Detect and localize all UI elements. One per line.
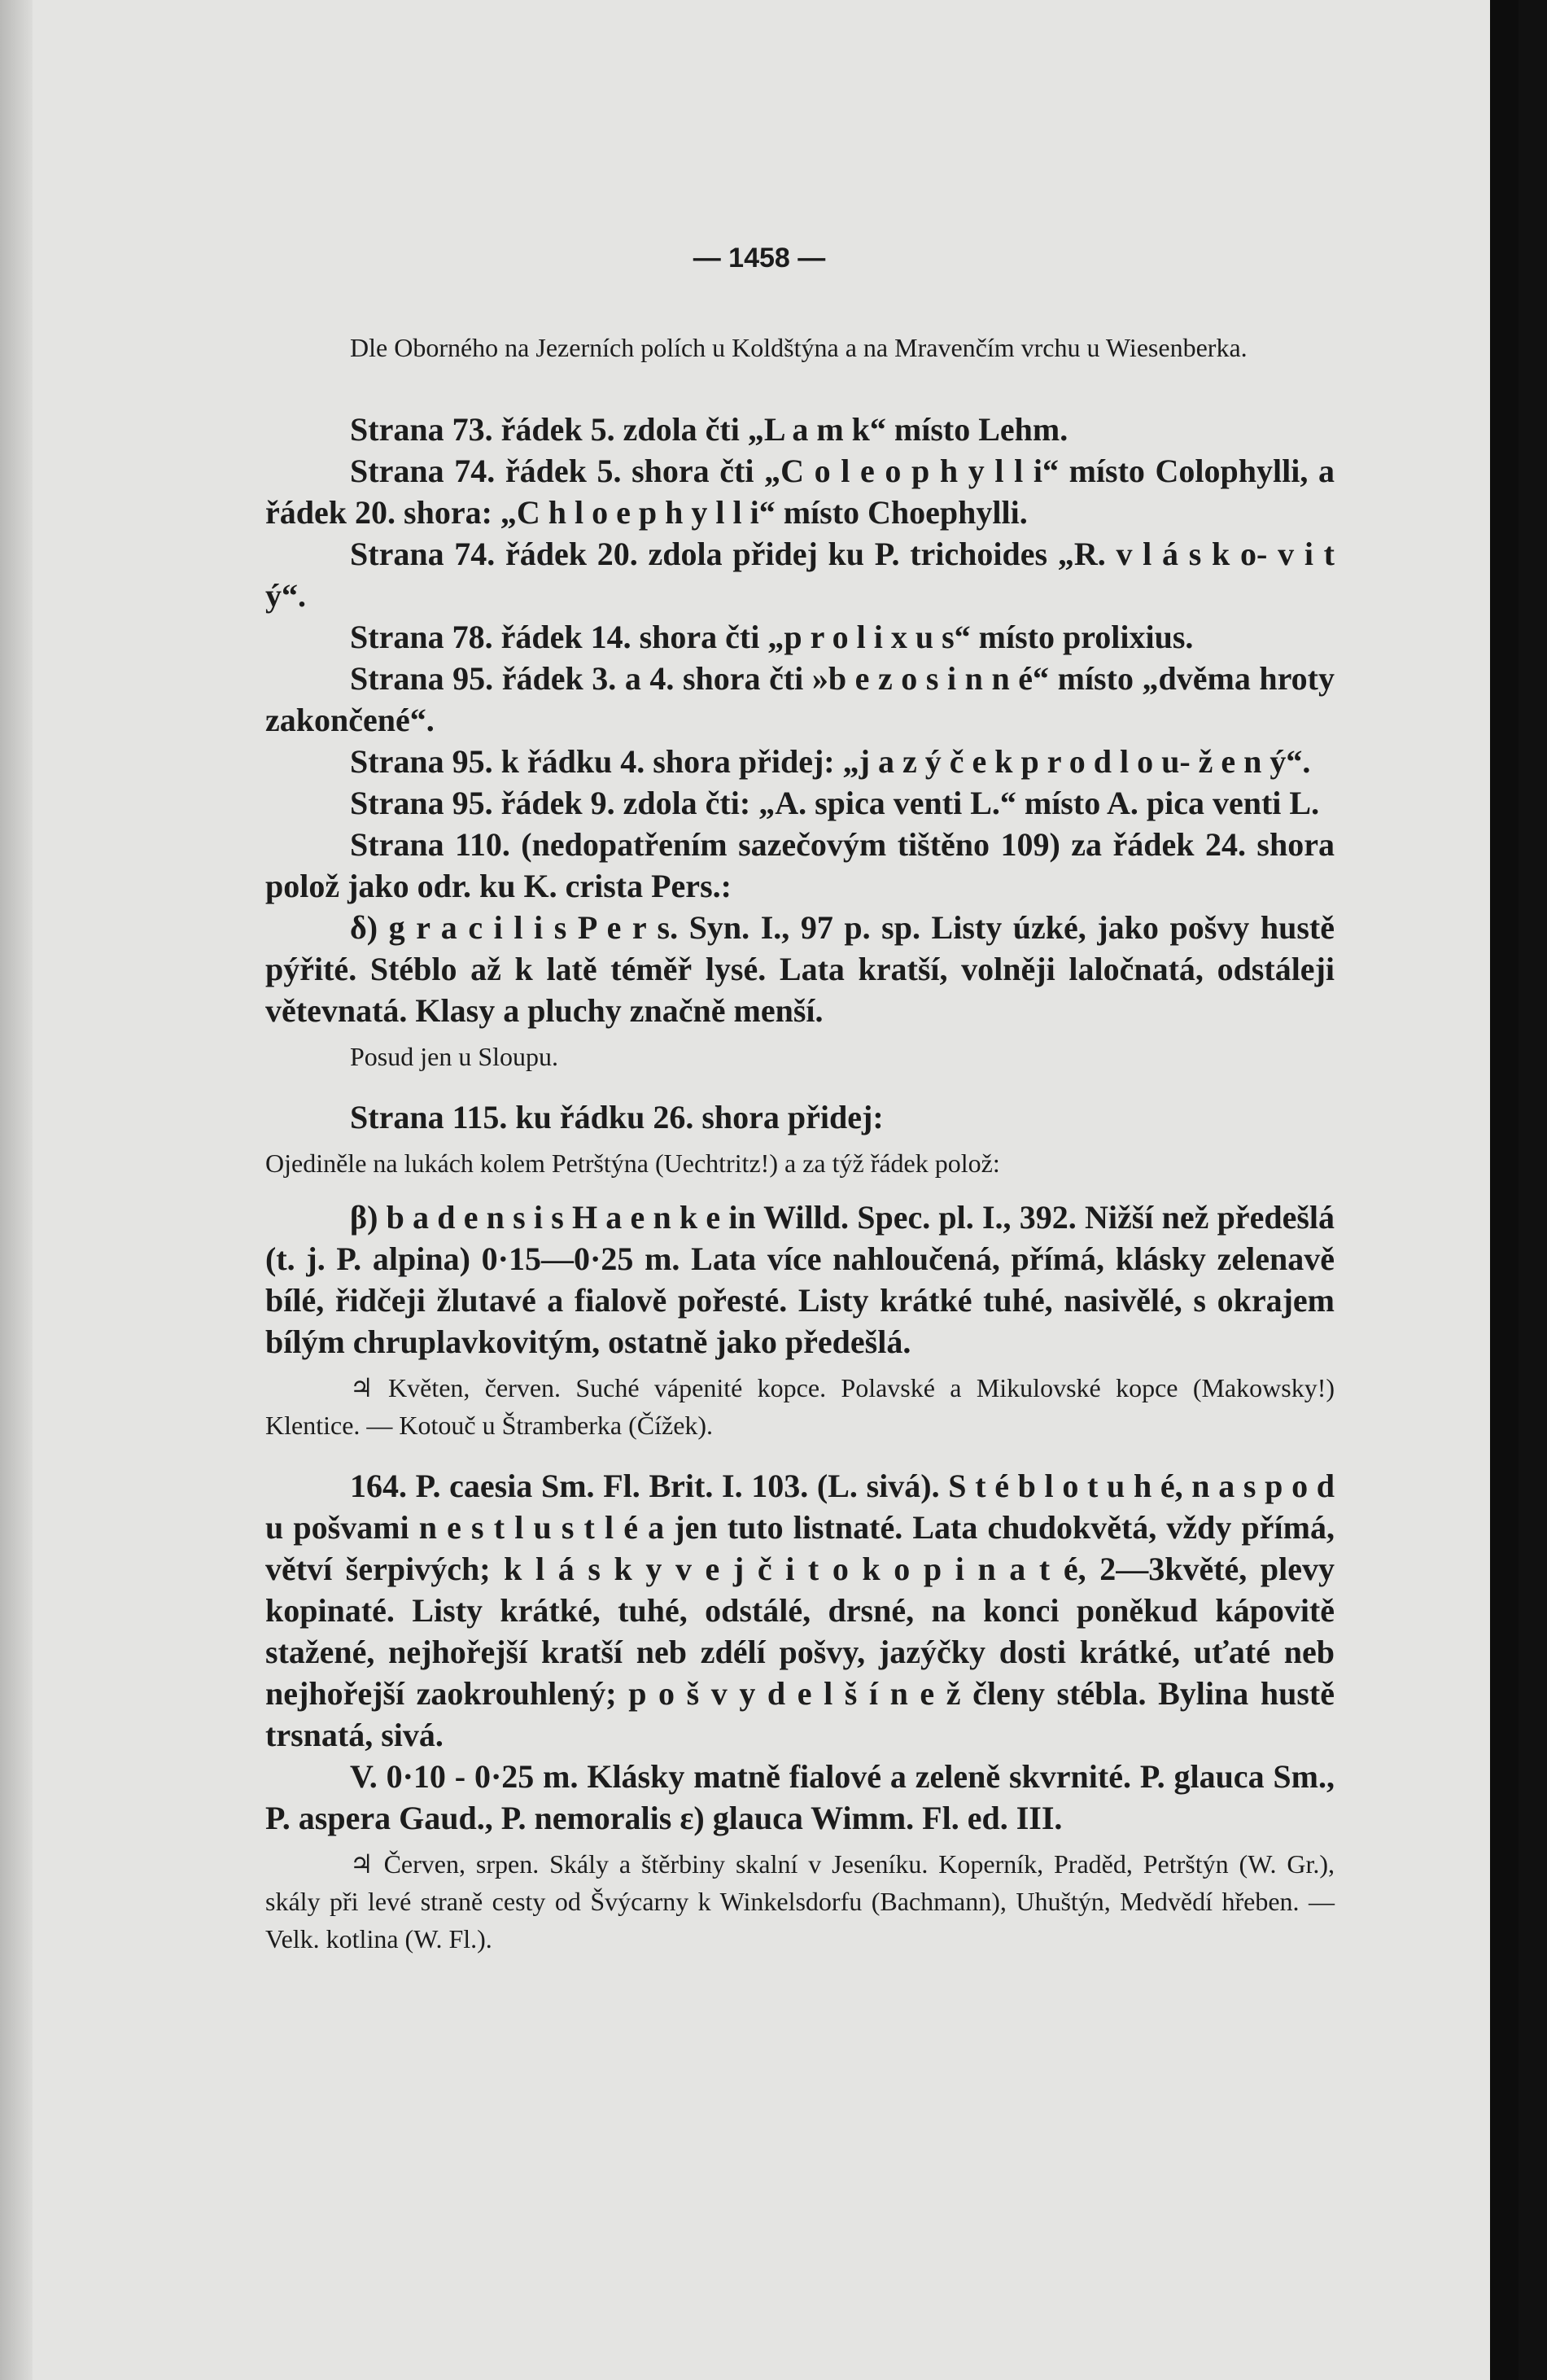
erratum-strana-110: Strana 110. (nedopatřením sazečovým tištěno 109) za řádek 24. shora polož jako odr. ku K. crista Pers.: bbox=[265, 826, 1335, 904]
caesia-size-synonyms: V. 0·10 - 0·25 m. Klásky matně fialové a zeleně skvrnité. P. glauca Sm., P. aspera Gaud., P. nemoralis ε) glauca Wimm. Fl. ed. III. bbox=[265, 1758, 1335, 1836]
page-number: — 1458 — bbox=[693, 243, 826, 273]
erratum-strana-74-a: Strana 74. řádek 5. shora čti „C o l e o p h y l l i“ místo Colophylli, a řádek 20. shora: „C h l o e p h y l l i“ místo Choephylli. bbox=[265, 453, 1335, 531]
page-body bbox=[265, 329, 1335, 1958]
locality-note: Dle Oborného na Jezerních polích u Koldštýna a na Mravenčím vrchu u Wiesenberka. bbox=[350, 333, 1248, 362]
erratum-strana-95-c: Strana 95. řádek 9. zdola čti: „A. spica venti L.“ místo A. pica venti L. bbox=[350, 785, 1320, 821]
erratum-strana-95-b: Strana 95. k řádku 4. shora přidej: „j a z ý č e k p r o d l o u- ž e n ý“. bbox=[350, 743, 1311, 780]
erratum-strana-74-b: Strana 74. řádek 20. zdola přidej ku P. trichoides „R. v l á s k o- v i t ý“. bbox=[265, 536, 1335, 614]
variety-badensis: β) b a d e n s i s H a e n k e in Willd. Spec. pl. I., 392. Nižší než předešlá (t. j. P. alpina) 0·15—0·25 m. Lata více nahloučená, přímá, klásky zelenavě bílé, řidčeji žlutavé a fialově pořesté. Listy krátké tuhé, nasivělé, s okrajem bílým chruplavkovitým, ostatně jako předešlá. bbox=[265, 1199, 1335, 1360]
species-poa-caesia: 164. P. caesia Sm. Fl. Brit. I. 103. (L. sivá). S t é b l o t u h é, n a s p o d u pošvami n e s t l u s t l é a jen tuto listnaté. Lata chudokvětá, vždy přímá, větví šerpivých; k l á s k y v e j č i t o k o p i n a t é, 2—3květé, plevy kopinaté. Listy krátké, tuhé, odstálé, drsné, na konci poněkud kápovitě stažené, nejhořejší kratší neb zdélí pošvy, jazýčky dosti krátké, uťaté neb nejhořejší zaokrouhlený; p o š v y d e l š í n e ž členy stébla. Bylina hustě trsnatá, sivá. bbox=[265, 1468, 1335, 1753]
locality-caesia: ♃ Červen, srpen. Skály a štěrbiny skalní v Jeseníku. Koperník, Praděd, Petrštýn (W. Gr.), skály při levé straně cesty od Švýcarny k Winkelsdorfu (Bachmann), Uhuštýn, Medvědí hřeben. — Velk. kotlina (W. Fl.). bbox=[265, 1849, 1335, 1953]
locality-petrstyn: Ojediněle na lukách kolem Petrštýna (Uechtritz!) a za týž řádek polož: bbox=[265, 1148, 1000, 1178]
page-right-edge bbox=[1490, 0, 1519, 2380]
erratum-strana-115: Strana 115. ku řádku 26. shora přidej: bbox=[350, 1099, 884, 1135]
variety-gracilis: δ) g r a c i l i s P e r s. Syn. I., 97 p. sp. Listy úzké, jako pošvy hustě pýřité. Stéblo až k latě téměř lysé. Lata kratší, volněji laločnatá, odstáleji větevnatá. Klasy a pluchy značně menší. bbox=[265, 909, 1335, 1029]
erratum-strana-78: Strana 78. řádek 14. shora čti „p r o l i x u s“ místo prolixius. bbox=[350, 619, 1194, 655]
erratum-strana-95-a: Strana 95. řádek 3. a 4. shora čti »b e z o s i n n é“ místo „dvěma hroty zakončené“. bbox=[265, 660, 1335, 738]
erratum-strana-73: Strana 73. řádek 5. zdola čti „L a m k“ místo Lehm. bbox=[350, 411, 1068, 448]
page-spine-shadow bbox=[0, 0, 33, 2380]
locality-sloup: Posud jen u Sloupu. bbox=[350, 1042, 559, 1071]
locality-badensis: ♃ Květen, červen. Suché vápenité kopce. Polavské a Mikulovské kopce (Makowsky!) Klentice. — Kotouč u Štramberka (Čížek). bbox=[265, 1373, 1335, 1440]
